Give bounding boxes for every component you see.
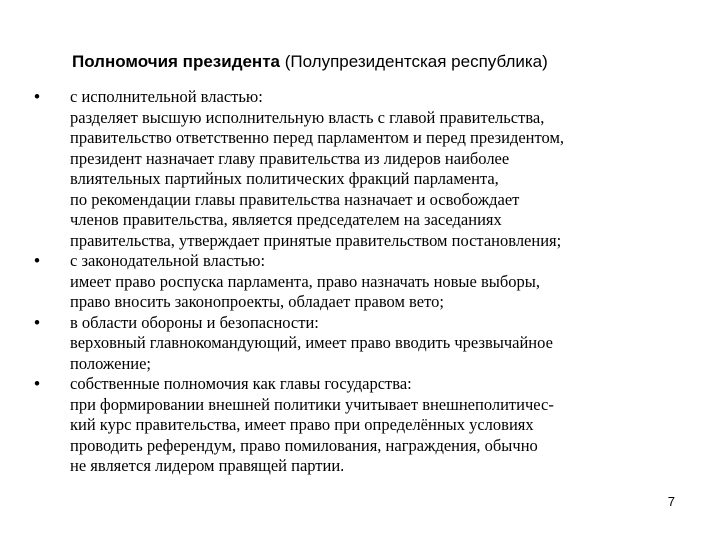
bullet-item-head-of-state xyxy=(30,374,698,477)
bullet-dot: • xyxy=(34,252,40,270)
bullet-line: положение; xyxy=(70,353,152,373)
bullet-item-legislative xyxy=(30,251,698,313)
slide-title xyxy=(72,51,712,73)
bullet-line: не является лидером правящей партии. xyxy=(70,456,345,475)
bullet-line: разделяет высшую исполнительную власть с главой правительства, xyxy=(70,107,545,127)
bullet-heading: с исполнительной властью: xyxy=(70,87,263,106)
bullet-heading: с законодательной властью: xyxy=(70,251,266,270)
bullet-line: членов правительства, является председателем на заседаниях xyxy=(70,210,502,229)
slide-title-subtitle: (Полупрезидентская республика) xyxy=(279,52,548,71)
bullet-line: влиятельных партийных политических фракций парламента, xyxy=(70,169,499,188)
bullet-line: проводить референдум, право помилования, награждения, обычно xyxy=(70,435,538,455)
bullet-dot: • xyxy=(34,313,40,332)
bullet-heading: в области обороны и безопасности: xyxy=(70,312,319,332)
bullet-heading: собственные полномочия как главы государства: xyxy=(70,374,412,393)
slide-title-bold: Полномочия президента xyxy=(72,52,280,71)
page-number: 7 xyxy=(667,494,675,509)
bullet-list xyxy=(30,87,698,477)
bullet-line: правительство ответственно перед парламентом и перед президентом, xyxy=(70,128,565,147)
bullet-dot: • xyxy=(34,375,40,393)
bullet-line: по рекомендации главы правительства назначает и освобождает xyxy=(70,189,520,209)
bullet-line: право вносить законопроекты, обладает правом вето; xyxy=(70,292,444,311)
bullet-dot: • xyxy=(34,88,40,106)
bullet-line: правительства, утверждает принятые правительством постановления; xyxy=(70,230,562,250)
bullet-line: кий курс правительства, имеет право при определённых условиях xyxy=(70,415,534,434)
bullet-item-executive xyxy=(30,87,698,251)
bullet-line: имеет право роспуска парламента, право назначать новые выборы, xyxy=(70,271,540,291)
bullet-line: верховный главнокомандующий, имеет право вводить чрезвычайное xyxy=(70,333,553,352)
bullet-line: президент назначает главу правительства из лидеров наиболее xyxy=(70,148,510,168)
bullet-item-defense xyxy=(30,313,698,375)
bullet-line: при формировании внешней политики учитывает внешнеполитичес- xyxy=(70,394,554,414)
